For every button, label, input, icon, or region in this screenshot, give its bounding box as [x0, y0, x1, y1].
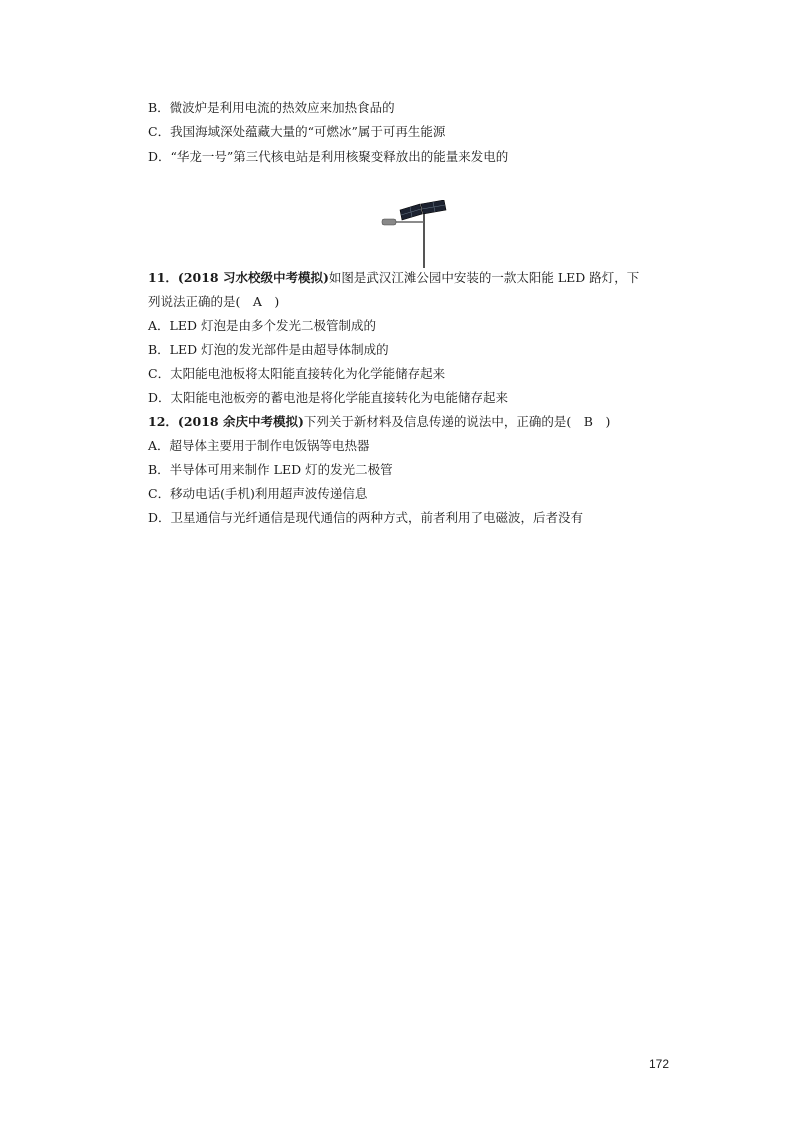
question-stem: 下列关于新材料及信息传递的说法中，正确的是( B )	[303, 414, 611, 429]
option-d: D．卫星通信与光纤通信是现代通信的两种方式，前者利用了电磁波，后者没有	[148, 510, 584, 525]
question-11-line1	[148, 270, 639, 286]
option-c: C．移动电话(手机)利用超声波传递信息	[148, 486, 368, 501]
question-number: 11．	[148, 270, 178, 285]
question-11-line2: 列说法正确的是( A )	[148, 294, 280, 309]
option-a: A．超导体主要用于制作电饭锅等电热器	[148, 438, 370, 453]
question-stem: 如图是武汉江滩公园中安装的一款太阳能 LED 路灯，下	[328, 270, 640, 285]
option-b: B．LED 灯泡的发光部件是由超导体制成的	[148, 342, 389, 357]
option-d: D．太阳能电池板旁的蓄电池是将化学能直接转化为电能储存起来	[148, 390, 509, 405]
option-c-prev: C．我国海域深处蕴藏大量的“可燃冰”属于可再生能源	[148, 124, 446, 139]
question-source: (2018 余庆中考模拟)	[177, 414, 304, 429]
page-number: 172	[649, 1057, 670, 1071]
question-source: (2018 习水校级中考模拟)	[177, 270, 329, 285]
option-b: B．半导体可用来制作 LED 灯的发光二极管	[148, 462, 393, 477]
option-b-prev: B．微波炉是利用电流的热效应来加热食品的	[148, 100, 395, 115]
solar-street-lamp-image	[380, 200, 450, 270]
option-a: A．LED 灯泡是由多个发光二极管制成的	[148, 318, 376, 333]
option-d-prev: D．“华龙一号”第三代核电站是利用核聚变释放出的能量来发电的	[148, 149, 509, 164]
question-number: 12．	[148, 414, 178, 429]
question-12-line1	[148, 414, 610, 430]
option-c: C．太阳能电池板将太阳能直接转化为化学能储存起来	[148, 366, 446, 381]
